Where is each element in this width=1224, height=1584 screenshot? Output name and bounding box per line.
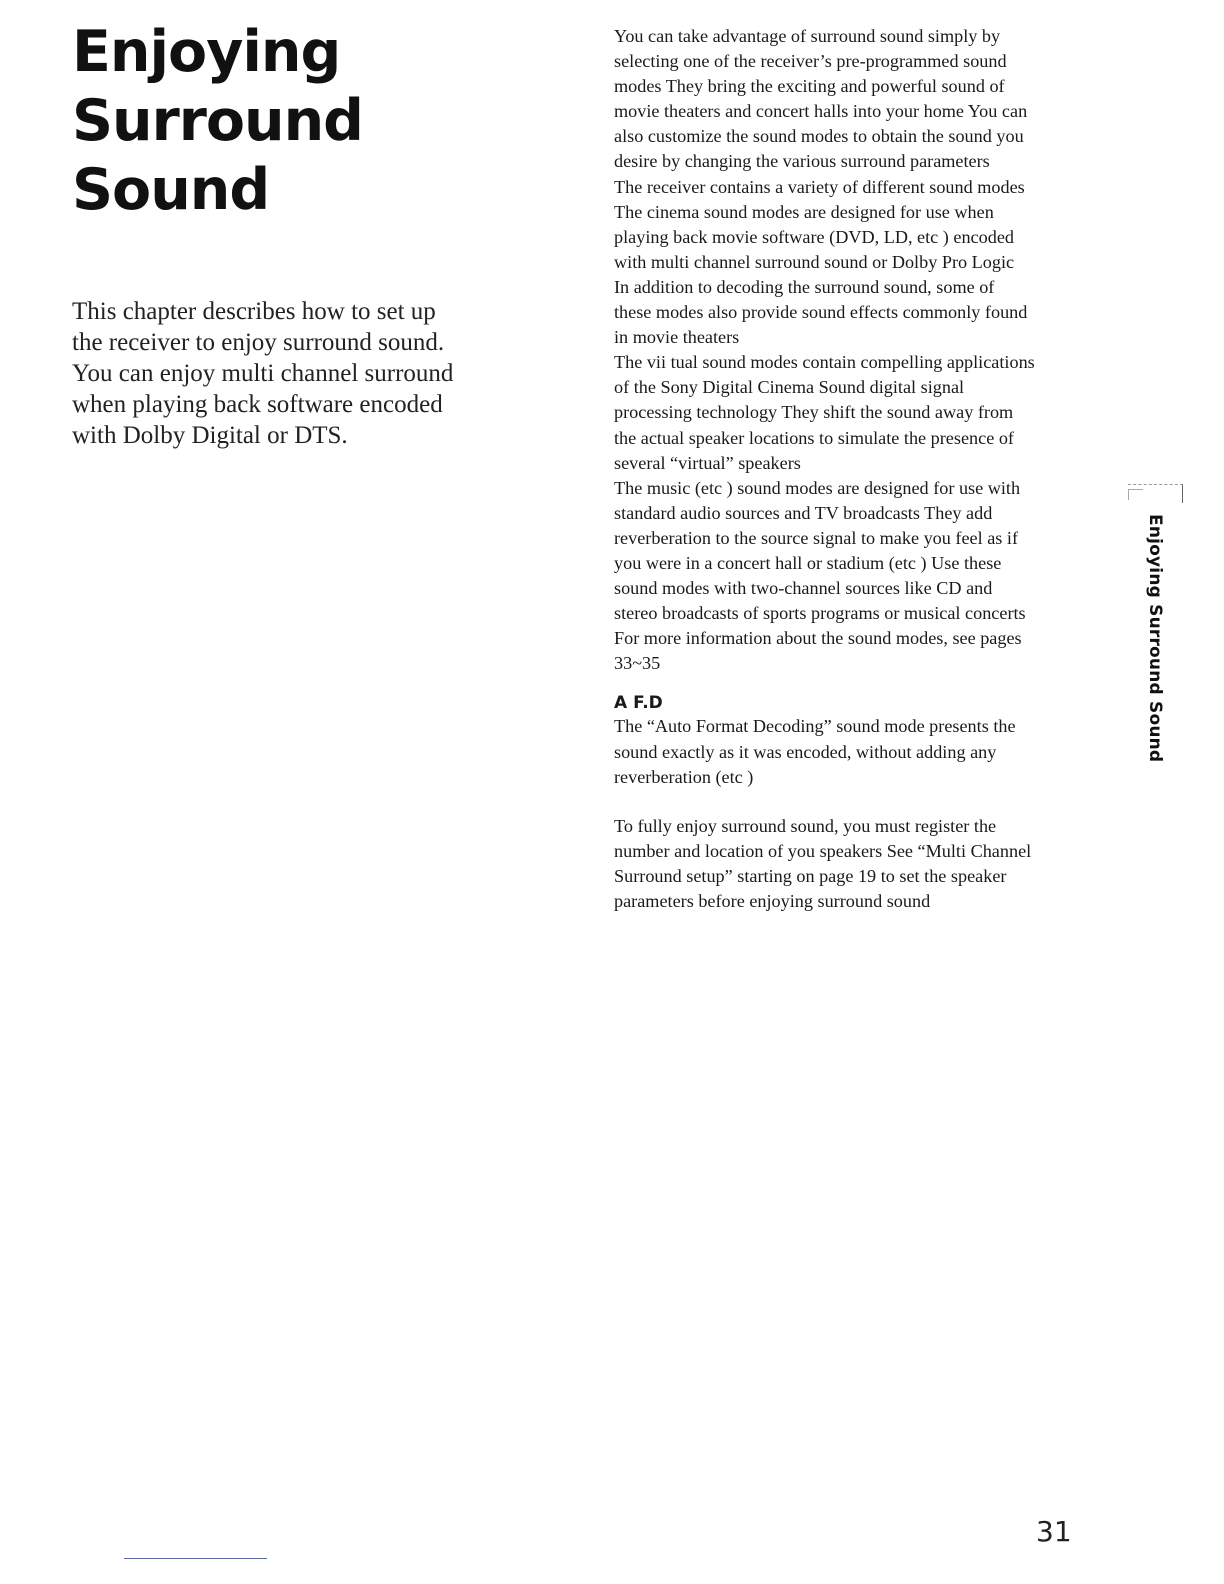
afd-heading: A F.D: [614, 693, 663, 714]
title-line: Sound: [72, 157, 270, 223]
speaker-setup-paragraph: [614, 814, 1104, 914]
intro-line: with Dolby Digital or DTS.: [72, 422, 348, 449]
text-line: also customize the sound modes to obtain the sound you: [614, 126, 1024, 147]
text-line: selecting one of the receiver’s pre-programmed sound: [614, 51, 1007, 72]
page-number: 31: [1036, 1515, 1072, 1548]
chapter-title: [72, 18, 392, 225]
text-line: To fully enjoy surround sound, you must register the: [614, 815, 997, 836]
text-line: sound modes with two-channel sources like CD and: [614, 578, 993, 599]
afd-paragraph: [614, 714, 1104, 789]
text-line: number and location of you speakers See “Multi Channel: [614, 840, 1032, 861]
text-line: parameters before enjoying surround sound: [614, 891, 931, 911]
text-line: desire by changing the various surround parameters: [614, 151, 990, 172]
text-line: You can take advantage of surround sound simply by: [614, 26, 1001, 46]
text-line: The music (etc ) sound modes are designed for use with: [614, 477, 1021, 498]
text-line: in movie theaters: [614, 327, 740, 348]
intro-line: the receiver to enjoy surround sound.: [72, 329, 445, 356]
intro-line: when playing back software encoded: [72, 391, 443, 418]
chapter-intro: [72, 296, 512, 451]
text-line: you were in a concert hall or stadium (etc ) Use these: [614, 552, 1002, 573]
paragraph-gap: [614, 790, 1104, 814]
footer-rule: [124, 1558, 267, 1559]
text-line: movie theaters and concert halls into your home You can: [614, 101, 1028, 122]
text-line: the actual speaker locations to simulate the presence of: [614, 427, 1014, 448]
body-column: [614, 24, 1104, 914]
text-line: The cinema sound modes are designed for use when: [614, 201, 994, 222]
text-line: reverberation to the source signal to make you feel as if: [614, 527, 1019, 548]
intro-line: This chapter describes how to set up: [72, 298, 436, 325]
text-line: several “virtual” speakers: [614, 452, 801, 473]
sound-modes-paragraph: [614, 24, 1104, 676]
text-line: For more information about the sound modes, see pages: [614, 628, 1022, 649]
text-line: playing back movie software (DVD, LD, etc ) encoded: [614, 226, 1014, 247]
text-line: these modes also provide sound effects commonly found: [614, 302, 1028, 323]
text-line: standard audio sources and TV broadcasts They add: [614, 502, 993, 523]
side-section-tab: Enjoying Surround Sound: [1145, 514, 1165, 763]
text-line: The receiver contains a variety of different sound modes: [614, 176, 1025, 197]
text-line: In addition to decoding the surround sound, some of: [614, 276, 995, 297]
intro-line: You can enjoy multi channel surround: [72, 360, 454, 387]
title-line: Surround: [72, 88, 363, 154]
text-line: reverberation (etc ): [614, 766, 754, 787]
text-line: 33~35: [614, 653, 661, 674]
text-line: of the Sony Digital Cinema Sound digital signal: [614, 377, 965, 398]
side-tab-marker: [1128, 484, 1183, 503]
text-line: sound exactly as it was encoded, without adding any: [614, 741, 997, 762]
text-line: The “Auto Format Decoding” sound mode presents the: [614, 716, 1016, 737]
text-line: stereo broadcasts of sports programs or musical concerts: [614, 603, 1026, 624]
text-line: processing technology They shift the sound away from: [614, 402, 1014, 423]
text-line: modes They bring the exciting and powerful sound of: [614, 76, 1005, 97]
text-line: The vii tual sound modes contain compelling applications: [614, 352, 1035, 373]
title-line: Enjoying: [72, 19, 341, 85]
text-line: Surround setup” starting on page 19 to set the speaker: [614, 865, 1007, 886]
text-line: with multi channel surround sound or Dolby Pro Logic: [614, 251, 1015, 272]
